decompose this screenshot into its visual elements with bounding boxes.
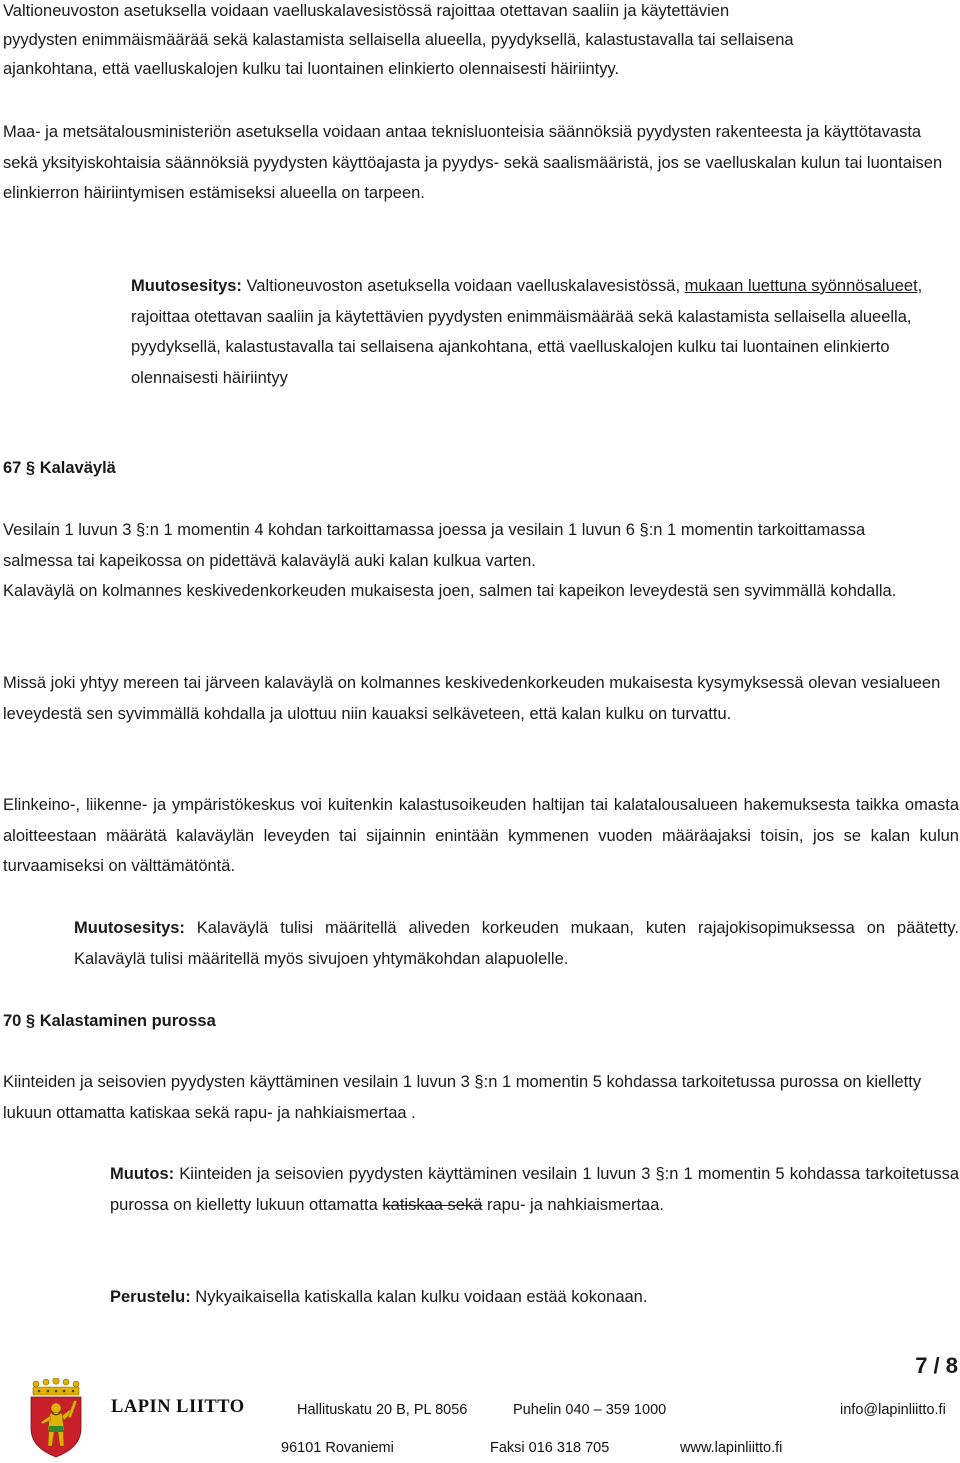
amendment-underlined-text: mukaan luettuna syönnösalueet, (684, 277, 923, 295)
page-number: 7 / 8 (915, 1353, 958, 1378)
footer-postal-code: 96101 Rovaniemi (281, 1440, 394, 1456)
amendment-text: Valtioneuvoston asetuksella voidaan vaelluskalavesistössä, (241, 277, 685, 295)
footer-email[interactable]: info@lapinliitto.fi (840, 1402, 946, 1418)
paragraph-1-line-1: Valtioneuvoston asetuksella voidaan vaelluskalavesistössä rajoittaa otettavan saaliin ja käytettävien (3, 2, 730, 20)
amendment-text: rapu- ja nahkiaismertaa. (482, 1195, 664, 1214)
footer-phone: Puhelin 040 – 359 1000 (513, 1402, 667, 1418)
footer-address: Hallituskatu 20 B, PL 8056 (297, 1402, 468, 1418)
amendment-proposal-2 (74, 913, 959, 974)
amendment-struck-text: katiskaa sekä (382, 1195, 483, 1214)
amendment-label: Muutos: (110, 1165, 175, 1183)
paragraph-1 (3, 0, 958, 84)
amendment-text: rajoittaa otettavan saaliin ja käytettävien pyydysten enimmäismäärää sekä kalastamista sellaisella alueella, pyydyksellä, kalastustavalla tai sellaisena ajankohtana, että vaelluskalojen kulku tai luontainen elinkierto olennaisesti häiriintyy (131, 307, 912, 387)
paragraph-2: Maa- ja metsätalousministeriön asetuksella voidaan antaa teknisluonteisia säännöksiä pyydysten rakenteesta ja käyttötavasta sekä yksityiskohtaisia säännöksiä pyydysten käyttöajasta ja pyydys- sekä saalismääristä, jos se vaelluskalan kulun tai luontaisen elinkierron häiriintymisen estämiseksi alueella on tarpeen. (3, 123, 943, 203)
rationale-text: Nykyaikaisella katiskalla kalan kulku voidaan estää kokonaan. (190, 1288, 648, 1306)
amendment-label: Muutosesitys: (131, 277, 242, 295)
footer-fax: Faksi 016 318 705 (490, 1440, 610, 1456)
footer-website[interactable]: www.lapinliitto.fi (680, 1440, 783, 1456)
amendment-label: Muutosesitys: (74, 919, 185, 937)
lapland-crest-icon (27, 1378, 85, 1458)
paragraph-67c: Missä joki yhtyy mereen tai järveen kalaväylä on kolmannes keskivedenkorkeuden mukaisesta kysymyksessä olevan vesialueen leveydestä sen syvimmällä kohdalla ja ulottuu niin kauaksi selkäveteen, että kalan kulku on turvattu. (3, 674, 941, 723)
paragraph-67b: Kalaväylä on kolmannes keskivedenkorkeuden mukaisesta joen, salmen tai kapeikon leveydestä sen syvimmällä kohdalla. (3, 582, 897, 600)
paragraph-1-line-2: pyydysten enimmäismäärää sekä kalastamista sellaisella alueella, pyydyksellä, kalastustavalla tai sellaisena (3, 31, 794, 49)
amendment-proposal-1 (131, 271, 951, 393)
amendment-text: Kalaväylä tulisi määritellä aliveden korkeuden mukaan, kuten rajajokisopimuksessa on päätetty. Kalaväylä tulisi määritellä myös sivujoen yhtymäkohdan alapuolelle. (74, 919, 959, 968)
rationale-label: Perustelu: (110, 1288, 191, 1306)
section-heading-70: 70 § Kalastaminen purossa (3, 1012, 216, 1030)
paragraph-67a: Vesilain 1 luvun 3 §:n 1 momentin 4 kohdan tarkoittamassa joessa ja vesilain 1 luvun 6 §:n 1 momentin tarkoittamassa salmessa tai kapeikossa on pidettävä kalaväylä auki kalan kulkua varten. (3, 521, 866, 570)
organization-name: LAPIN LIITTO (111, 1397, 245, 1417)
amendment-text: Kiinteiden ja seisovien pyydysten käyttäminen vesilain 1 luvun 3 §:n 1 momentin 5 kohdassa tarkoitetussa purossa on kielletty lukuun ottamatta (110, 1165, 959, 1214)
section-heading-67: 67 § Kalaväylä (3, 459, 116, 477)
paragraph-67d: Elinkeino-, liikenne- ja ympäristökeskus voi kuitenkin kalastusoikeuden haltijan tai kalatalousalueen hakemuksesta taikka omasta aloitteestaan määrätä kalaväylän leveyden tai sijainnin enintään kymmenen vuoden määräajaksi toisin, jos se kalan kulun turvaamiseksi on välttämätöntä. (3, 796, 959, 876)
amendment-3 (110, 1159, 959, 1220)
paragraph-1-line-3: ajankohtana, että vaelluskalojen kulku tai luontainen elinkierto olennaisesti häiriintyy. (3, 60, 620, 78)
paragraph-70: Kiinteiden ja seisovien pyydysten käyttäminen vesilain 1 luvun 3 §:n 1 momentin 5 kohdassa tarkoitetussa purossa on kielletty lukuun ottamatta katiskaa sekä rapu- ja nahkiaismertaa . (3, 1073, 922, 1122)
rationale (110, 1282, 959, 1313)
